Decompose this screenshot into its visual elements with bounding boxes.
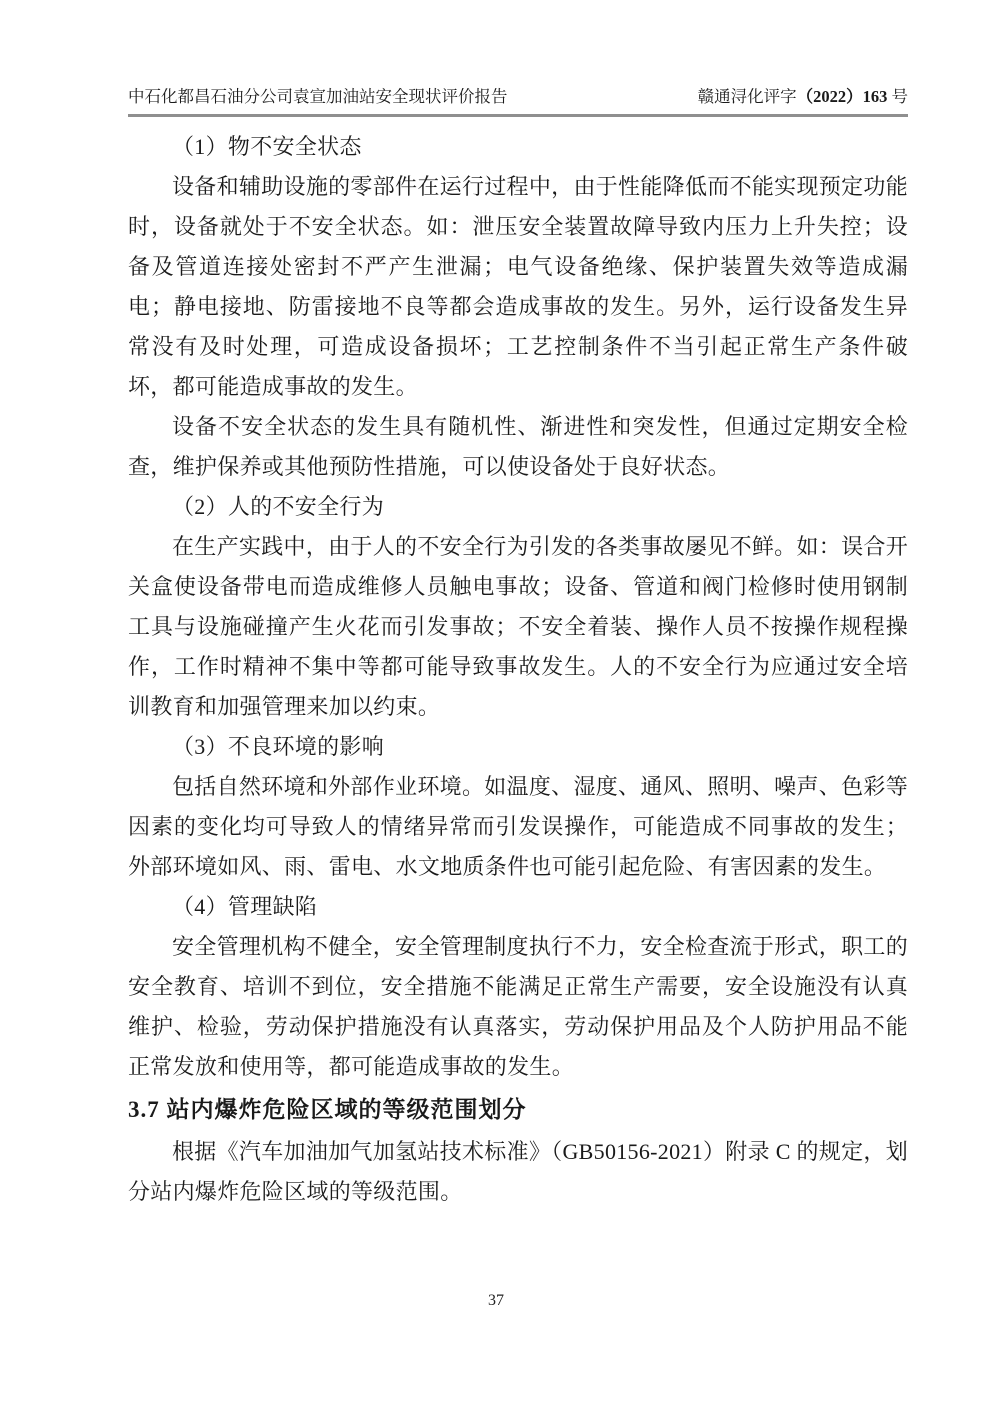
paragraph: 设备不安全状态的发生具有随机性、渐进性和突发性，但通过定期安全检查，维护保养或其他预防性措施，可以使设备处于良好状态。: [128, 414, 908, 479]
header-doc-number: [698, 85, 908, 109]
list-subheading: （2）人的不安全行为: [172, 494, 385, 519]
paragraph: 设备和辅助设施的零部件在运行过程中，由于性能降低而不能实现预定功能时，设备就处于不安全状态。如：泄压安全装置故障导致内压力上升失控；设备及管道连接处密封不严产生泄漏；电气设备绝缘、保护装置失效等造成漏电；静电接地、防雷接地不良等都会造成事故的发生。另外，运行设备发生异常没有及时处理，可造成设备损坏；工艺控制条件不当引起正常生产条件破坏，都可能造成事故的发生。: [128, 174, 908, 399]
document-body: [128, 127, 908, 1212]
list-subheading: （1）物不安全状态: [172, 134, 362, 159]
header-divider-rule: [128, 114, 908, 117]
list-subheading: （4）管理缺陷: [172, 894, 318, 919]
doc-number-suffix: 号: [887, 87, 908, 106]
paragraph: 根据《汽车加油加气加氢站技术标准》（GB50156-2021）附录 C 的规定，划分站内爆炸危险区域的等级范围。: [128, 1139, 908, 1204]
header-report-title: 中石化都昌石油分公司袁宣加油站安全现状评价报告: [128, 87, 508, 106]
paragraph: 安全管理机构不健全，安全管理制度执行不力，安全检查流于形式，职工的安全教育、培训不到位，安全措施不能满足正常生产需要，安全设施没有认真维护、检验，劳动保护措施没有认真落实，劳动保护用品及个人防护用品不能正常发放和使用等，都可能造成事故的发生。: [128, 934, 908, 1079]
page-footer: [0, 1292, 992, 1310]
paragraph: 在生产实践中，由于人的不安全行为引发的各类事故屡见不鲜。如：误合开关盒使设备带电而造成维修人员触电事故；设备、管道和阀门检修时使用钢制工具与设施碰撞产生火花而引发事故；不安全着装、操作人员不按操作规程操作，工作时精神不集中等都可能导致事故发生。人的不安全行为应通过安全培训教育和加强管理来加以约束。: [128, 534, 908, 719]
doc-number-value: （2022）163: [796, 87, 888, 106]
section-heading: 3.7 站内爆炸危险区域的等级范围划分: [128, 1097, 527, 1122]
list-subheading: （3）不良环境的影响: [172, 734, 385, 759]
paragraph: 包括自然环境和外部作业环境。如温度、湿度、通风、照明、噪声、色彩等因素的变化均可导致人的情绪异常而引发误操作，可能造成不同事故的发生；外部环境如风、雨、雷电、水文地质条件也可能引起危险、有害因素的发生。: [128, 774, 908, 879]
doc-number-prefix: 赣通浔化评字: [697, 87, 797, 106]
page-header: [128, 85, 908, 109]
page-number: 37: [488, 1292, 504, 1309]
